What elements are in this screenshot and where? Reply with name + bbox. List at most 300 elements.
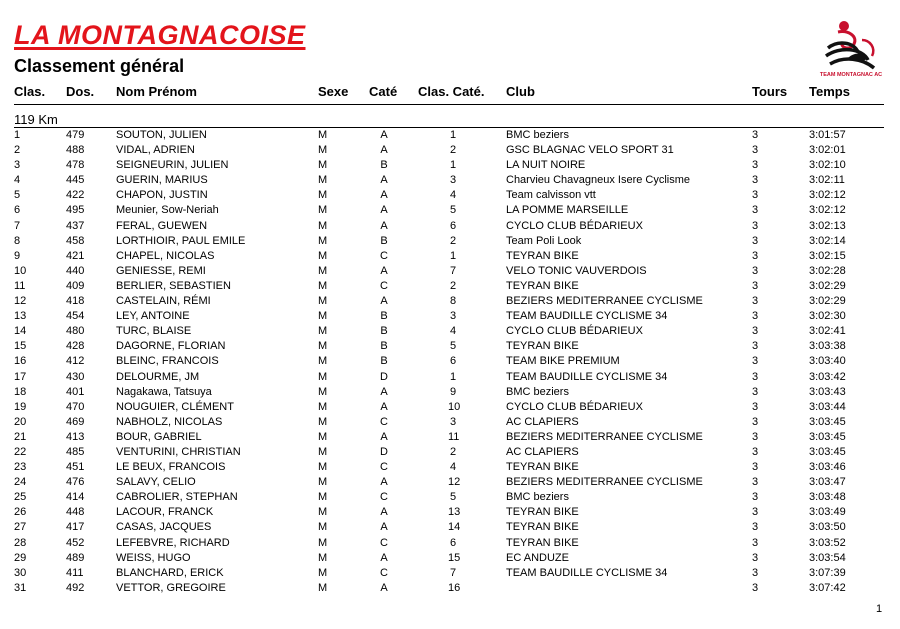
cell-club: Charvieu Chavagneux Isere Cyclisme <box>506 174 691 187</box>
cell-temps: 3:02:41 <box>809 325 846 338</box>
cell-nom: BERLIER, SEBASTIEN <box>116 279 231 292</box>
cell-sexe: M <box>318 385 328 398</box>
cell-dos: 488 <box>66 144 85 157</box>
cell-nom: CHAPON, JUSTIN <box>116 189 208 202</box>
cell-sexe: M <box>318 536 328 549</box>
cell-sexe: M <box>318 581 328 594</box>
cell-clas-cate: 15 <box>448 551 461 564</box>
header-temps: Temps <box>809 84 850 99</box>
table-row <box>0 279 900 294</box>
cell-tours: 3 <box>752 159 759 172</box>
table-row <box>0 219 900 234</box>
cell-clas-cate: 1 <box>449 129 457 141</box>
header-club: Club <box>506 84 535 99</box>
cell-cate: B <box>380 310 388 323</box>
cell-sexe: M <box>318 219 328 232</box>
cell-temps: 3:02:11 <box>809 174 845 187</box>
cell-nom: LEY, ANTOINE <box>116 310 190 323</box>
cell-tours: 3 <box>752 581 759 594</box>
cell-tours: 3 <box>752 491 759 504</box>
cell-dos: 411 <box>66 566 84 579</box>
cell-club: BMC beziers <box>506 491 569 504</box>
cell-club: CYCLO CLUB BÉDARIEUX <box>506 325 643 338</box>
cell-sexe: M <box>318 506 328 519</box>
cell-cate: A <box>380 264 388 277</box>
table-row <box>0 203 900 218</box>
cell-clas-cate: 10 <box>448 400 461 413</box>
cell-sexe: M <box>318 400 328 413</box>
cell-temps: 3:03:40 <box>809 355 846 368</box>
cell-tours: 3 <box>752 264 759 277</box>
cell-nom: BLANCHARD, ERICK <box>116 566 224 579</box>
cell-dos: 412 <box>66 355 85 368</box>
cell-club: EC ANDUZE <box>506 551 569 564</box>
cell-clas-cate: 4 <box>449 461 457 474</box>
cell-clas: 15 <box>14 340 27 353</box>
cell-nom: LACOUR, FRANCK <box>116 506 214 519</box>
cell-club: BEZIERS MEDITERRANEE CYCLISME <box>506 430 703 443</box>
cell-clas-cate: 9 <box>449 385 457 398</box>
cell-tours: 3 <box>752 249 759 262</box>
cell-clas-cate: 5 <box>449 204 457 217</box>
cell-dos: 409 <box>66 279 85 292</box>
cell-clas: 31 <box>14 581 27 594</box>
cell-tours: 3 <box>752 430 759 443</box>
cell-clas: 9 <box>14 249 21 262</box>
cell-temps: 3:02:10 <box>809 159 846 172</box>
cell-cate: A <box>380 129 388 141</box>
table-row <box>0 143 900 158</box>
cell-clas: 1 <box>14 129 21 141</box>
cell-clas: 24 <box>14 476 27 489</box>
cell-dos: 492 <box>66 581 85 594</box>
cell-club: CYCLO CLUB BÉDARIEUX <box>506 219 643 232</box>
table-row <box>0 309 900 324</box>
cell-nom: NOUGUIER, CLÉMENT <box>116 400 234 413</box>
table-row <box>0 385 900 400</box>
cell-cate: B <box>380 355 388 368</box>
cell-temps: 3:03:46 <box>809 461 846 474</box>
cell-sexe: M <box>318 129 328 141</box>
cell-dos: 479 <box>66 129 85 141</box>
cell-dos: 414 <box>66 491 85 504</box>
table-row <box>0 415 900 430</box>
cell-club: AC CLAPIERS <box>506 415 579 428</box>
table-row <box>0 173 900 188</box>
cell-clas: 2 <box>14 144 21 157</box>
cell-clas-cate: 5 <box>449 340 457 353</box>
cell-tours: 3 <box>752 536 759 549</box>
cell-dos: 452 <box>66 536 85 549</box>
cell-clas-cate: 6 <box>449 219 457 232</box>
cell-nom: TURC, BLAISE <box>116 325 192 338</box>
cell-temps: 3:02:13 <box>809 219 846 232</box>
cell-clas-cate: 4 <box>449 189 457 202</box>
cell-club: TEYRAN BIKE <box>506 521 579 534</box>
cell-dos: 418 <box>66 295 85 308</box>
cell-club: TEYRAN BIKE <box>506 249 579 262</box>
header-cate: Caté <box>369 84 398 99</box>
cell-cate: A <box>380 219 388 232</box>
cell-club: Team calvisson vtt <box>506 189 596 202</box>
cell-cate: C <box>380 566 388 579</box>
cell-sexe: M <box>318 204 328 217</box>
cell-nom: GUERIN, MARIUS <box>116 174 208 187</box>
cell-sexe: M <box>318 521 328 534</box>
cell-tours: 3 <box>752 476 759 489</box>
cell-clas-cate: 3 <box>449 174 457 187</box>
cell-dos: 478 <box>66 159 85 172</box>
table-row <box>0 188 900 203</box>
cell-clas-cate: 1 <box>449 159 457 172</box>
cell-dos: 469 <box>66 415 85 428</box>
cell-sexe: M <box>318 491 328 504</box>
cell-nom: CABROLIER, STEPHAN <box>116 491 238 504</box>
cell-club: TEAM BIKE PREMIUM <box>506 355 620 368</box>
cell-clas-cate: 7 <box>449 264 457 277</box>
cell-tours: 3 <box>752 461 759 474</box>
cell-sexe: M <box>318 430 328 443</box>
cell-nom: WEISS, HUGO <box>116 551 191 564</box>
cell-nom: CASAS, JACQUES <box>116 521 212 534</box>
cell-dos: 485 <box>66 445 85 458</box>
cell-club: VELO TONIC VAUVERDOIS <box>506 264 647 277</box>
table-row <box>0 536 900 551</box>
cell-temps: 3:02:29 <box>809 295 846 308</box>
cell-club: BMC beziers <box>506 385 569 398</box>
cell-club: AC CLAPIERS <box>506 445 579 458</box>
results-table <box>0 128 900 596</box>
cell-nom: CASTELAIN, RÉMI <box>116 295 211 308</box>
cell-tours: 3 <box>752 506 759 519</box>
cell-club: TEYRAN BIKE <box>506 461 579 474</box>
cell-temps: 3:02:14 <box>809 234 846 247</box>
header-sexe: Sexe <box>318 84 349 99</box>
cell-clas: 28 <box>14 536 27 549</box>
cell-cate: C <box>380 536 388 549</box>
cell-temps: 3:01:57 <box>809 129 846 141</box>
table-row <box>0 400 900 415</box>
cell-dos: 428 <box>66 340 85 353</box>
cell-club: TEYRAN BIKE <box>506 279 579 292</box>
cell-clas-cate: 13 <box>448 506 461 519</box>
table-row <box>0 520 900 535</box>
cell-sexe: M <box>318 551 328 564</box>
cell-tours: 3 <box>752 445 759 458</box>
cell-nom: VENTURINI, CHRISTIAN <box>116 445 241 458</box>
cell-sexe: M <box>318 279 328 292</box>
cell-sexe: M <box>318 355 328 368</box>
cell-cate: D <box>380 445 388 458</box>
table-row <box>0 581 900 596</box>
cell-clas: 23 <box>14 461 27 474</box>
cell-temps: 3:02:15 <box>809 249 846 262</box>
cell-cate: C <box>380 461 388 474</box>
cell-cate: A <box>380 476 388 489</box>
table-row <box>0 234 900 249</box>
cell-clas-cate: 4 <box>449 325 457 338</box>
cell-clas-cate: 2 <box>449 234 457 247</box>
cell-sexe: M <box>318 310 328 323</box>
cell-tours: 3 <box>752 144 759 157</box>
cell-nom: LE BEUX, FRANCOIS <box>116 461 226 474</box>
cell-club: TEYRAN BIKE <box>506 340 579 353</box>
cell-cate: A <box>380 174 388 187</box>
cell-dos: 454 <box>66 310 85 323</box>
cell-nom: SALAVY, CELIO <box>116 476 196 489</box>
cell-clas: 3 <box>14 159 21 172</box>
cell-cate: A <box>380 144 388 157</box>
cell-clas: 10 <box>14 264 27 277</box>
cell-nom: NABHOLZ, NICOLAS <box>116 415 223 428</box>
cell-tours: 3 <box>752 400 759 413</box>
cell-nom: BLEINC, FRANCOIS <box>116 355 219 368</box>
table-row <box>0 445 900 460</box>
cell-clas-cate: 12 <box>448 476 461 489</box>
cell-cate: C <box>380 491 388 504</box>
table-row <box>0 264 900 279</box>
cell-sexe: M <box>318 476 328 489</box>
cell-sexe: M <box>318 144 328 157</box>
cell-temps: 3:07:39 <box>809 566 846 579</box>
cell-clas-cate: 3 <box>449 415 457 428</box>
cell-temps: 3:03:44 <box>809 400 846 413</box>
cell-temps: 3:03:52 <box>809 536 846 549</box>
cell-temps: 3:03:49 <box>809 506 846 519</box>
page-number: 1 <box>876 603 883 615</box>
cell-clas-cate: 2 <box>449 279 457 292</box>
cell-clas: 17 <box>14 370 27 383</box>
table-row <box>0 505 900 520</box>
cell-cate: A <box>380 189 388 202</box>
cell-clas-cate: 5 <box>449 491 457 504</box>
cell-dos: 413 <box>66 430 85 443</box>
cell-club: LA POMME MARSEILLE <box>506 204 629 217</box>
cell-tours: 3 <box>752 310 759 323</box>
cell-club: BEZIERS MEDITERRANEE CYCLISME <box>506 295 703 308</box>
cell-clas: 4 <box>14 174 21 187</box>
cell-dos: 448 <box>66 506 85 519</box>
cell-clas-cate: 7 <box>449 566 457 579</box>
cell-clas-cate: 8 <box>449 295 457 308</box>
cell-temps: 3:02:12 <box>809 204 846 217</box>
cell-dos: 489 <box>66 551 85 564</box>
cell-nom: SOUTON, JULIEN <box>116 129 207 141</box>
cell-clas: 29 <box>14 551 27 564</box>
table-row <box>0 158 900 173</box>
table-row <box>0 354 900 369</box>
cell-clas: 7 <box>14 219 21 232</box>
cell-dos: 422 <box>66 189 85 202</box>
cell-dos: 417 <box>66 521 85 534</box>
cell-sexe: M <box>318 159 328 172</box>
cell-clas-cate: 2 <box>449 445 457 458</box>
cell-nom: Nagakawa, Tatsuya <box>116 385 212 398</box>
cell-cate: A <box>380 400 388 413</box>
logo-caption: TEAM MONTAGNAC AC <box>819 72 883 78</box>
cell-nom: LORTHIOIR, PAUL EMILE <box>116 234 246 247</box>
cell-temps: 3:03:38 <box>809 340 846 353</box>
cell-clas-cate: 6 <box>449 536 457 549</box>
table-row <box>0 475 900 490</box>
cell-tours: 3 <box>752 204 759 217</box>
cell-clas: 25 <box>14 491 27 504</box>
cell-club: TEAM BAUDILLE CYCLISME 34 <box>506 310 668 323</box>
cell-dos: 458 <box>66 234 85 247</box>
cell-temps: 3:03:45 <box>809 445 846 458</box>
cell-club: TEYRAN BIKE <box>506 536 579 549</box>
cell-tours: 3 <box>752 234 759 247</box>
cell-temps: 3:03:50 <box>809 521 846 534</box>
cell-clas: 16 <box>14 355 27 368</box>
cell-clas: 30 <box>14 566 27 579</box>
cell-dos: 421 <box>66 249 85 262</box>
cell-cate: B <box>380 340 388 353</box>
cell-sexe: M <box>318 234 328 247</box>
cell-club: TEYRAN BIKE <box>506 506 579 519</box>
cell-nom: DELOURME, JM <box>116 370 200 383</box>
header-clas-cate: Clas. Caté. <box>418 84 485 99</box>
cell-cate: B <box>380 325 388 338</box>
table-row <box>0 490 900 505</box>
cell-sexe: M <box>318 264 328 277</box>
cell-clas-cate: 3 <box>449 310 457 323</box>
cell-nom: BOUR, GABRIEL <box>116 430 202 443</box>
cell-nom: VETTOR, GREGOIRE <box>116 581 226 594</box>
cell-clas-cate: 6 <box>449 355 457 368</box>
cell-cate: A <box>380 430 388 443</box>
cell-tours: 3 <box>752 521 759 534</box>
cell-nom: GENIESSE, REMI <box>116 264 206 277</box>
cell-nom: SEIGNEURIN, JULIEN <box>116 159 229 172</box>
cell-nom: VIDAL, ADRIEN <box>116 144 195 157</box>
cell-sexe: M <box>318 370 328 383</box>
cell-temps: 3:03:42 <box>809 370 846 383</box>
cell-clas-cate: 1 <box>449 370 457 383</box>
cell-clas-cate: 2 <box>449 144 457 157</box>
cell-temps: 3:03:48 <box>809 491 846 504</box>
cell-dos: 451 <box>66 461 85 474</box>
cell-temps: 3:03:43 <box>809 385 846 398</box>
cell-club: TEAM BAUDILLE CYCLISME 34 <box>506 370 668 383</box>
table-row <box>0 339 900 354</box>
cell-club: CYCLO CLUB BÉDARIEUX <box>506 400 643 413</box>
cell-clas: 20 <box>14 415 27 428</box>
cell-club: Team Poli Look <box>506 234 582 247</box>
cell-temps: 3:03:54 <box>809 551 846 564</box>
cell-clas-cate: 1 <box>449 249 457 262</box>
cell-tours: 3 <box>752 129 759 141</box>
cell-cate: B <box>380 234 388 247</box>
cell-sexe: M <box>318 174 328 187</box>
cell-temps: 3:03:45 <box>809 415 846 428</box>
cell-club: LA NUIT NOIRE <box>506 159 586 172</box>
cell-sexe: M <box>318 295 328 308</box>
cell-sexe: M <box>318 566 328 579</box>
cell-club: BMC beziers <box>506 129 569 141</box>
cell-tours: 3 <box>752 370 759 383</box>
cell-tours: 3 <box>752 219 759 232</box>
cell-dos: 476 <box>66 476 85 489</box>
cell-clas: 6 <box>14 204 21 217</box>
cell-tours: 3 <box>752 566 759 579</box>
header-tours: Tours <box>752 84 788 99</box>
table-row <box>0 430 900 445</box>
cell-cate: A <box>380 506 388 519</box>
cell-tours: 3 <box>752 340 759 353</box>
cell-nom: DAGORNE, FLORIAN <box>116 340 226 353</box>
team-logo-icon <box>818 18 884 80</box>
table-row <box>0 324 900 339</box>
cell-cate: A <box>380 295 388 308</box>
cell-club: BEZIERS MEDITERRANEE CYCLISME <box>506 476 703 489</box>
cell-clas: 8 <box>14 234 21 247</box>
cell-sexe: M <box>318 340 328 353</box>
cell-dos: 440 <box>66 264 85 277</box>
cell-dos: 437 <box>66 219 85 232</box>
cell-clas: 18 <box>14 385 27 398</box>
cell-sexe: M <box>318 249 328 262</box>
cell-dos: 430 <box>66 370 85 383</box>
header-dos: Dos. <box>66 84 95 99</box>
cell-cate: A <box>380 204 388 217</box>
header-clas: Clas. <box>14 84 46 99</box>
cell-club: GSC BLAGNAC VELO SPORT 31 <box>506 144 674 157</box>
cell-nom: FERAL, GUEWEN <box>116 219 208 232</box>
cell-clas-cate: 14 <box>448 521 461 534</box>
header-nom: Nom Prénom <box>116 84 197 99</box>
cell-tours: 3 <box>752 189 759 202</box>
cell-dos: 495 <box>66 204 85 217</box>
document-subtitle: Classement général <box>14 56 185 76</box>
cell-tours: 3 <box>752 355 759 368</box>
cell-clas: 14 <box>14 325 27 338</box>
cell-clas: 19 <box>14 400 27 413</box>
cell-nom: LEFEBVRE, RICHARD <box>116 536 230 549</box>
cell-tours: 3 <box>752 174 759 187</box>
cell-clas-cate: 16 <box>448 581 461 594</box>
table-row <box>0 370 900 385</box>
cell-temps: 3:03:45 <box>809 430 846 443</box>
cell-cate: A <box>380 551 388 564</box>
cell-sexe: M <box>318 189 328 202</box>
cell-clas: 12 <box>14 295 27 308</box>
header-rule <box>14 104 884 105</box>
cell-sexe: M <box>318 461 328 474</box>
cell-temps: 3:02:12 <box>809 189 846 202</box>
cell-tours: 3 <box>752 279 759 292</box>
document-title: LA MONTAGNACOISE <box>14 20 306 50</box>
cell-temps: 3:02:29 <box>809 279 846 292</box>
cell-clas: 13 <box>14 310 27 323</box>
cell-tours: 3 <box>752 295 759 308</box>
cell-cate: A <box>380 581 388 594</box>
cell-dos: 470 <box>66 400 85 413</box>
cell-temps: 3:03:47 <box>809 476 846 489</box>
cell-clas-cate: 11 <box>448 430 460 443</box>
cell-cate: C <box>380 415 388 428</box>
cell-clas: 21 <box>14 430 27 443</box>
cell-dos: 401 <box>66 385 85 398</box>
cell-tours: 3 <box>752 551 759 564</box>
cell-nom: CHAPEL, NICOLAS <box>116 249 215 262</box>
cell-tours: 3 <box>752 385 759 398</box>
cell-tours: 3 <box>752 325 759 338</box>
cell-cate: D <box>380 370 388 383</box>
cell-cate: A <box>380 385 388 398</box>
cell-sexe: M <box>318 325 328 338</box>
cell-clas: 26 <box>14 506 27 519</box>
